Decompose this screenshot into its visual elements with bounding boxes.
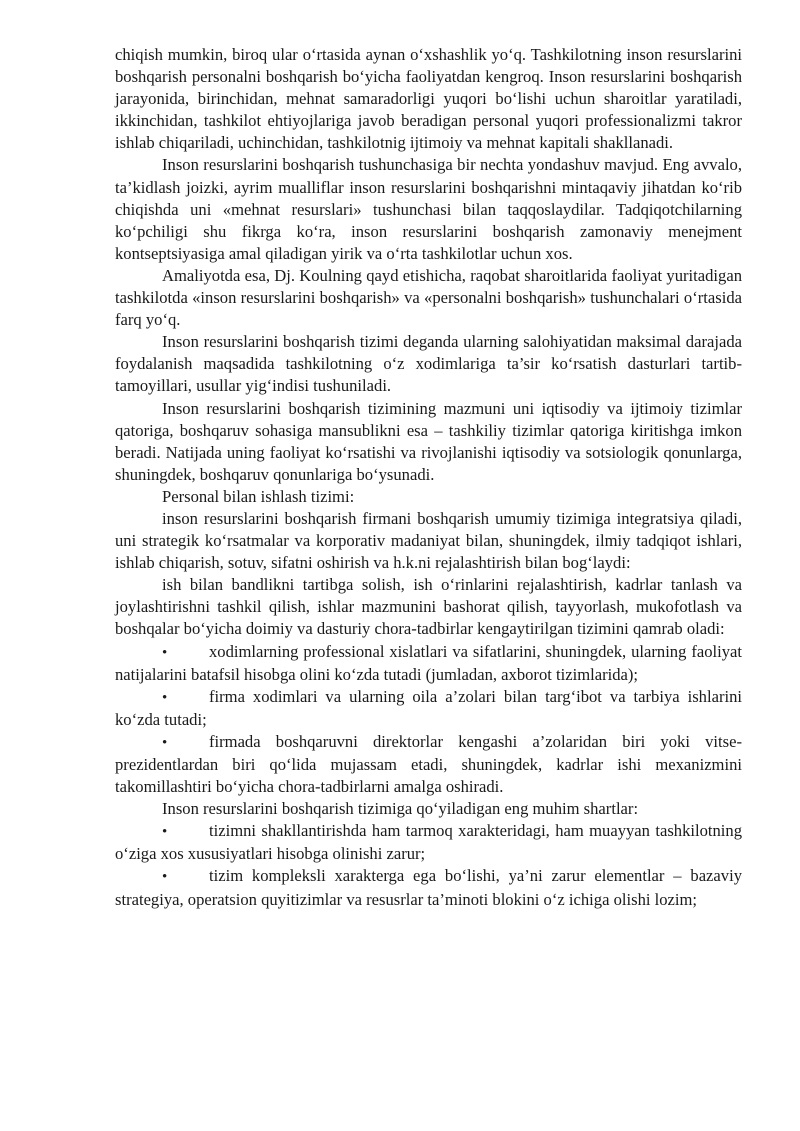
- bullet-text: xodimlarning professional xislatlari va sifatlarini, shuningdek, ularning faoliyat natijalarini batafsil hisobga olini koʻzda tutadi (jumladan, axborot tizimlarida);: [115, 641, 742, 684]
- bullet-text: tizimni shakllantirishda ham tarmoq xarakteridagi, ham muayyan tashkilotning oʻziga xos xususiyatlari hisobga olinishi zarur;: [115, 821, 742, 864]
- paragraph-3: Amaliyotda esa, Dj. Koulning qayd etishicha, raqobat sharoitlarida faoliyat yuritadigan tashkilotda «inson resurslarini boshqarish» va «personalni boshqarish» tushunchalari oʻrtasida farq yoʻq.: [115, 265, 742, 330]
- bullet-icon: •: [162, 869, 168, 886]
- bullet-icon: •: [162, 644, 168, 661]
- bullet-item-1: [115, 641, 742, 686]
- bullet-icon: •: [162, 824, 168, 841]
- paragraph-8: ish bilan bandlikni tartibga solish, ish oʻrinlarini rejalashtirish, kadrlar tanlash va joylashtirishni tashkil qilish, ishlar mazmunini bashorat qilish, tayyorlash, mukofotlash va boshqalar boʻyicha doimiy va dasturiy chora-tadbirlar kengaytirilgan tizimini qamrab oladi:: [115, 575, 742, 639]
- bullet-text: tizim kompleksli xarakterga ega boʻlishi, ya’ni zarur elementlar – bazaviy strategiya, operatsion quyitizimlar va resusrlar ta’minoti blokini oʻz ichiga olishi lozim;: [115, 866, 742, 909]
- bullet-text: firmada boshqaruvni direktorlar kengashi a’zolaridan biri yoki vitse-prezidentlardan biri qoʻlida mujassam etadi, shuningdek, kadrlar ishi mexanizmini takomillashtiri boʻyicha chora-tadbirlarni amalga oshiradi.: [115, 731, 742, 797]
- bullet-icon: •: [162, 689, 168, 706]
- paragraph-4: Inson resurslarini boshqarish tizimi deganda ularning salohiyatidan maksimal darajada foydalanish maqsadida tashkilotning oʻz xodimlariga ta’sir koʻrsatish dasturlari tartib-tamoyillari, usullar yigʻindisi tushuniladi.: [115, 332, 742, 396]
- paragraph-7: inson resurslarini boshqarish firmani boshqarish umumiy tizimiga integratsiya qiladi, uni strategik koʻrsatmalar va korporativ madaniyat bilan, shuningdek, ilmiy tadqiqot ishlari, ishlab chiqarish, sotuv, sifatni oshirish va h.k.ni rejalashtirish bilan bogʻlaydi:: [115, 508, 742, 573]
- paragraph-6-heading: Personal bilan ishlash tizimi:: [162, 486, 355, 506]
- document-page: [115, 44, 742, 911]
- paragraph-2: Inson resurslarini boshqarish tushunchasiga bir nechta yondashuv mavjud. Eng avvalo, ta’kidlash joizki, ayrim mualliflar inson resurslarini boshqarishni mintaqaviy jihatdan koʻrib chiqishda uni «mehnat resurslari» tushunchasi bilan taqqoslaydilar. Tadqiqotchilarning koʻpchiligi shu fikrga koʻra, inson resurslarini boshqarish zamonaviy menejment kontseptsiyasiga amal qiladigan yirik va oʻrta tashkilotlar uchun xos.: [115, 155, 742, 263]
- paragraph-5: Inson resurslarini boshqarish tizimining mazmuni uni iqtisodiy va ijtimoiy tizimlar qatoriga, boshqaruv sohasiga mansublikni esa – tashkiliy tizimlar qatoriga kiritishga imkon beradi. Natijada uning faoliyat koʻrsatishi va rivojlanishi iqtisodiy va sotsiologik qonunlarga, shuningdek, boshqaruv qonunlariga boʻysunadi.: [115, 398, 742, 484]
- paragraph-12: Inson resurslarini boshqarish tizimiga qoʻyiladigan eng muhim shartlar:: [162, 799, 639, 819]
- bullet-item-3: [115, 731, 742, 798]
- bullet-icon: •: [162, 734, 168, 751]
- bullet-text: firma xodimlari va ularning oila a’zolari bilan targʻibot va tarbiya ishlarini koʻzda tutadi;: [115, 686, 742, 729]
- bullet-item-4: [115, 820, 742, 865]
- paragraph-1: chiqish mumkin, biroq ular oʻrtasida aynan oʻxshashlik yoʻq. Tashkilotning inson resurslarini boshqarish personalni boshqarish boʻyicha faoliyatdan kengroq. Inson resurslarini boshqarish jarayonida, birinchidan, mehnat samaradorligi yuqori boʻlishi uchun sharoitlar yaratiladi, ikkinchidan, tashkilot ehtiyojlariga javob beradigan personal yuqori professionalizmi takror ishlab chiqariladi, uchinchidan, tashkilotnig ijtimoiy va mehnat kapitali shakllanadi.: [115, 45, 742, 153]
- bullet-item-5: [115, 865, 742, 910]
- bullet-item-2: [115, 686, 742, 731]
